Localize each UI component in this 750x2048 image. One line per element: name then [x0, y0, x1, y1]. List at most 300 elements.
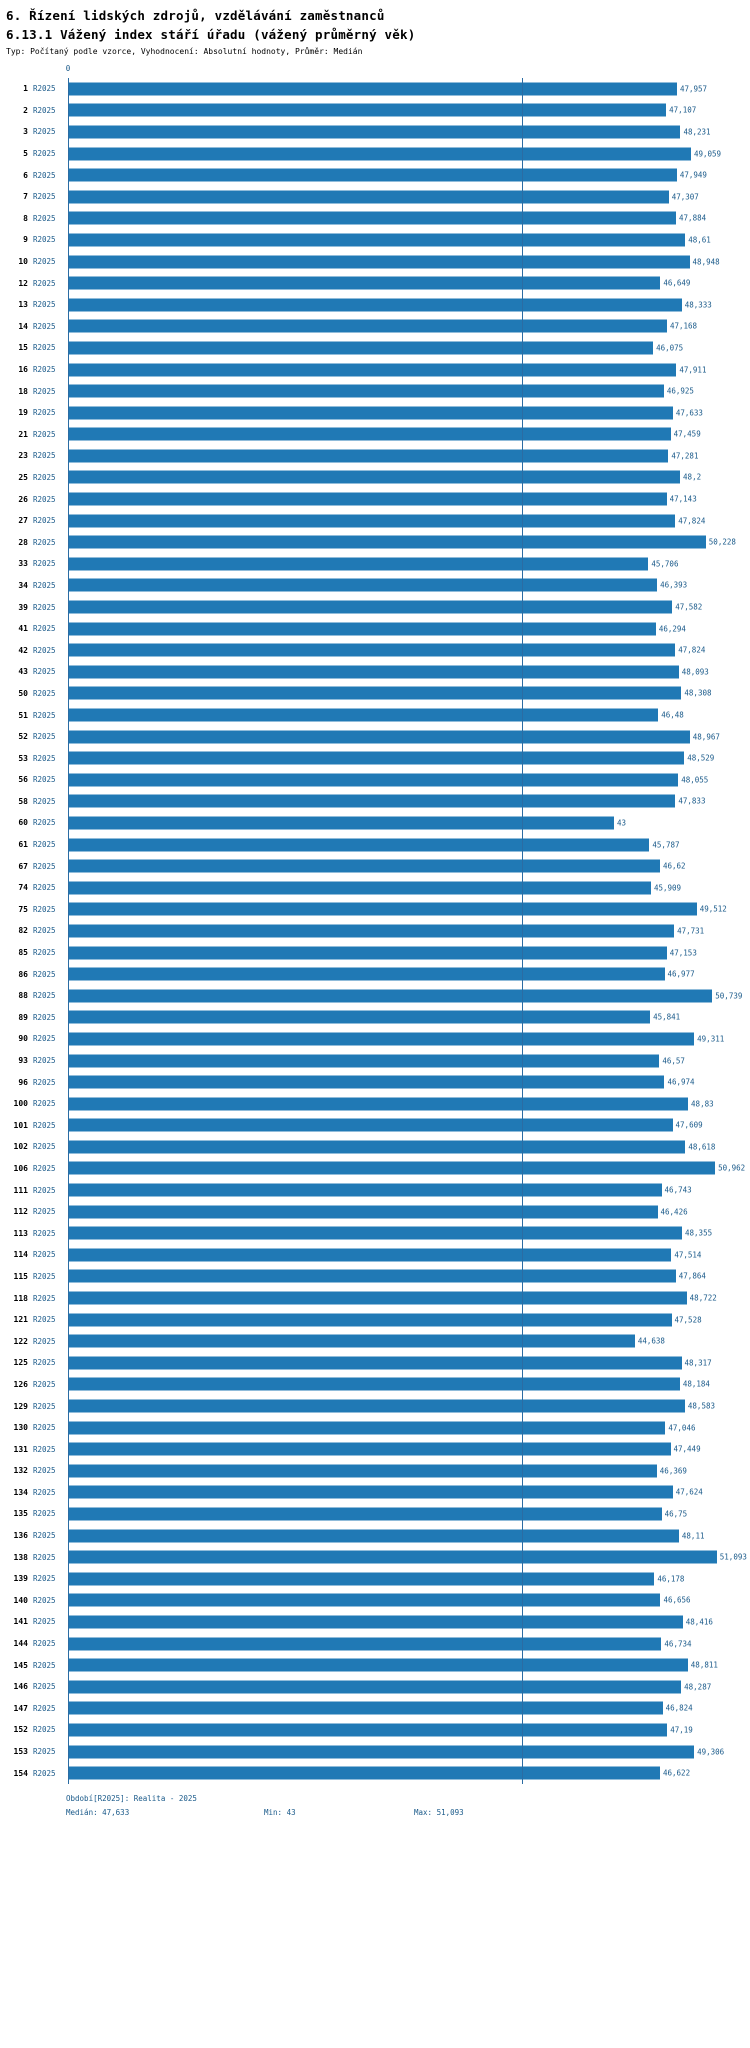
bar-track [68, 1071, 740, 1093]
bar[interactable] [68, 1270, 676, 1283]
bar-track [68, 1568, 740, 1590]
table-row[interactable] [6, 1374, 740, 1396]
bar[interactable] [68, 1767, 660, 1780]
row-index-label: 13 [18, 300, 28, 310]
bar-value-label: 47,864 [678, 1271, 706, 1281]
bar-track [68, 143, 740, 165]
bar[interactable] [68, 1507, 662, 1520]
bar[interactable] [68, 1594, 660, 1607]
chart-footer [4, 1794, 740, 1828]
table-row[interactable] [6, 704, 740, 726]
bar[interactable] [68, 773, 678, 786]
row-index-label: 85 [18, 948, 28, 958]
table-row[interactable] [6, 1093, 740, 1115]
bar-track [68, 575, 740, 597]
row-period-label: R2025 [33, 1012, 56, 1022]
table-row[interactable] [6, 618, 740, 640]
table-row[interactable] [6, 1071, 740, 1093]
bar-value-label: 47,281 [671, 451, 699, 461]
table-row[interactable] [6, 1611, 740, 1633]
bar-value-label: 48,416 [685, 1617, 713, 1627]
bar[interactable] [68, 125, 680, 138]
table-row[interactable] [6, 726, 740, 748]
table-row[interactable] [6, 1158, 746, 1180]
table-row[interactable] [6, 985, 743, 1007]
bar[interactable] [68, 212, 676, 225]
row-index-label: 26 [18, 494, 28, 504]
bar-track [68, 1438, 740, 1460]
table-row[interactable] [6, 1136, 740, 1158]
bar[interactable] [68, 730, 690, 743]
bar-value-label: 47,143 [669, 494, 697, 504]
row-index-label: 118 [13, 1293, 28, 1303]
table-row[interactable] [6, 1568, 740, 1590]
row-index-label: 43 [18, 667, 28, 677]
bar[interactable] [68, 1292, 687, 1305]
row-period-label: R2025 [33, 1509, 56, 1519]
bar[interactable] [68, 752, 684, 765]
bar[interactable] [68, 709, 658, 722]
bar[interactable] [68, 816, 614, 829]
bar[interactable] [68, 1248, 671, 1261]
table-row[interactable] [6, 208, 740, 230]
table-row[interactable] [6, 359, 740, 381]
table-row[interactable] [6, 1546, 747, 1568]
bar-track [68, 424, 740, 446]
table-row[interactable] [6, 1676, 740, 1698]
bar-track [68, 1525, 740, 1547]
table-row[interactable] [6, 1762, 740, 1784]
bar[interactable] [68, 1400, 685, 1413]
table-row[interactable] [6, 1741, 740, 1763]
bar-value-label: 49,311 [697, 1034, 725, 1044]
row-index-label: 15 [18, 343, 28, 353]
bar[interactable] [68, 968, 665, 981]
row-index-label: 7 [23, 192, 28, 202]
row-period-label: R2025 [33, 1358, 56, 1368]
table-row[interactable] [6, 467, 740, 489]
bar-value-label: 47,582 [675, 602, 703, 612]
row-index-label: 147 [13, 1703, 28, 1713]
row-period-label: R2025 [33, 1531, 56, 1541]
bar[interactable] [68, 1680, 681, 1693]
bar[interactable] [68, 1615, 683, 1628]
row-index-label: 21 [18, 429, 28, 439]
table-row[interactable] [6, 229, 740, 251]
bar[interactable] [68, 860, 660, 873]
bar-track [68, 1374, 740, 1396]
bar[interactable] [68, 82, 677, 95]
table-row[interactable] [6, 1179, 740, 1201]
row-index-label: 96 [18, 1077, 28, 1087]
bar[interactable] [68, 1443, 671, 1456]
row-index-label: 122 [13, 1336, 28, 1346]
row-index-label: 125 [13, 1358, 28, 1368]
bar[interactable] [68, 1140, 685, 1153]
table-row[interactable] [6, 402, 740, 424]
table-row[interactable] [6, 143, 740, 165]
bar[interactable] [68, 1702, 663, 1715]
row-index-label: 134 [13, 1487, 28, 1497]
bar-track [68, 380, 740, 402]
table-row[interactable] [6, 553, 740, 575]
bar-value-label: 48,055 [681, 775, 709, 785]
table-row[interactable] [6, 445, 740, 467]
bar-track [68, 1007, 740, 1029]
bar-value-label: 49,059 [693, 149, 722, 159]
row-index-label: 138 [13, 1552, 28, 1562]
row-index-label: 146 [13, 1682, 28, 1692]
bar[interactable] [68, 881, 651, 894]
bar[interactable] [68, 622, 656, 635]
bar-track [68, 1654, 740, 1676]
row-period-label: R2025 [33, 1639, 56, 1649]
row-period-label: R2025 [33, 1725, 56, 1735]
table-row[interactable] [6, 1201, 740, 1223]
bar-value-label: 47,153 [669, 948, 697, 958]
table-row[interactable] [6, 1633, 740, 1655]
table-row[interactable] [6, 1330, 740, 1352]
bar[interactable] [68, 1184, 662, 1197]
row-index-label: 121 [13, 1315, 28, 1325]
table-row[interactable] [6, 1417, 740, 1439]
bar-track [68, 78, 740, 100]
row-index-label: 34 [18, 580, 28, 590]
bar-track [68, 229, 740, 251]
bar[interactable] [68, 298, 682, 311]
table-row[interactable] [6, 855, 740, 877]
row-period-label: R2025 [33, 1120, 56, 1130]
bar[interactable] [68, 903, 697, 916]
bar-value-label: 48,184 [682, 1379, 710, 1389]
bar-track [68, 618, 740, 640]
row-period-label: R2025 [33, 1099, 56, 1109]
bar[interactable] [68, 1572, 654, 1585]
row-period-label: R2025 [33, 1142, 56, 1152]
bar-track [68, 272, 740, 294]
table-row[interactable] [6, 834, 740, 856]
bar[interactable] [68, 1745, 694, 1758]
bar-track [68, 899, 740, 921]
bar-track [68, 1460, 740, 1482]
table-row[interactable] [6, 251, 740, 273]
bar-value-label: 48,231 [683, 127, 711, 137]
bar[interactable] [68, 1335, 635, 1348]
table-row[interactable] [6, 963, 740, 985]
table-row[interactable] [6, 899, 740, 921]
row-index-label: 19 [18, 408, 28, 418]
row-index-label: 102 [13, 1142, 28, 1152]
row-period-label: R2025 [33, 926, 56, 936]
row-period-label: R2025 [33, 667, 56, 677]
bar[interactable] [68, 255, 690, 268]
row-index-label: 67 [18, 861, 28, 871]
bar[interactable] [68, 1054, 659, 1067]
bar-track [68, 1719, 740, 1741]
row-index-label: 132 [13, 1466, 28, 1476]
bar-value-label: 46,075 [656, 343, 684, 353]
row-index-label: 1 [23, 84, 28, 94]
bar[interactable] [68, 406, 673, 419]
bar[interactable] [68, 557, 648, 570]
bar-track [68, 1676, 740, 1698]
row-index-label: 16 [18, 365, 28, 375]
bar[interactable] [68, 1119, 673, 1132]
row-period-label: R2025 [33, 408, 56, 418]
row-index-label: 51 [18, 710, 28, 720]
table-row[interactable] [6, 769, 740, 791]
row-period-label: R2025 [33, 235, 56, 245]
bar[interactable] [68, 1032, 694, 1045]
bar[interactable] [68, 838, 649, 851]
bar-value-label: 47,824 [678, 645, 706, 655]
bar[interactable] [68, 449, 668, 462]
row-period-label: R2025 [33, 149, 56, 159]
bar[interactable] [68, 471, 680, 484]
table-row[interactable] [6, 639, 740, 661]
bar-track [68, 769, 740, 791]
row-period-label: R2025 [33, 1444, 56, 1454]
row-period-label: R2025 [33, 1379, 56, 1389]
bar[interactable] [68, 277, 660, 290]
bar-value-label: 48,317 [684, 1358, 712, 1368]
bar-track [68, 1611, 740, 1633]
bar-track [68, 100, 740, 122]
table-row[interactable] [6, 1115, 740, 1137]
table-row[interactable] [6, 1654, 740, 1676]
table-row[interactable] [6, 1698, 740, 1720]
bar[interactable] [68, 924, 674, 937]
bar-track [68, 855, 740, 877]
row-period-label: R2025 [33, 818, 56, 828]
table-row[interactable] [6, 1352, 740, 1374]
bar[interactable] [68, 1076, 664, 1089]
bar-value-label: 47,514 [674, 1250, 702, 1260]
row-index-label: 8 [23, 213, 28, 223]
bar[interactable] [68, 1486, 673, 1499]
row-period-label: R2025 [33, 516, 56, 526]
bar-value-label: 48,11 [681, 1531, 705, 1541]
footer-period: Období[R2025]: Realita - 2025 [66, 1793, 197, 1803]
bar-track [68, 1136, 740, 1158]
row-index-label: 25 [18, 472, 28, 482]
bar-track [68, 402, 740, 424]
row-index-label: 114 [13, 1250, 28, 1260]
row-period-label: R2025 [33, 1747, 56, 1757]
table-row[interactable] [6, 812, 740, 834]
row-index-label: 14 [18, 321, 28, 331]
table-row[interactable] [6, 1719, 740, 1741]
bar-value-label: 48,722 [689, 1293, 717, 1303]
bar-value-label: 49,306 [697, 1747, 725, 1757]
table-row[interactable] [6, 1482, 740, 1504]
row-index-label: 75 [18, 904, 28, 914]
bar-value-label: 46,62 [662, 861, 686, 871]
bar[interactable] [68, 233, 685, 246]
bar[interactable] [68, 946, 667, 959]
table-row[interactable] [6, 1007, 740, 1029]
row-period-label: R2025 [33, 1660, 56, 1670]
table-row[interactable] [6, 1266, 740, 1288]
bar-value-label: 46,974 [667, 1077, 695, 1087]
bar[interactable] [68, 601, 672, 614]
bar-track [68, 1201, 740, 1223]
bar[interactable] [68, 1659, 688, 1672]
bar[interactable] [68, 190, 669, 203]
row-index-label: 6 [23, 170, 28, 180]
table-row[interactable] [6, 186, 740, 208]
row-index-label: 144 [13, 1639, 28, 1649]
row-index-label: 88 [18, 991, 28, 1001]
row-period-label: R2025 [33, 602, 56, 612]
table-row[interactable] [6, 164, 740, 186]
table-row[interactable] [6, 1050, 740, 1072]
row-period-label: R2025 [33, 753, 56, 763]
table-row[interactable] [6, 683, 740, 705]
bar[interactable] [68, 1551, 717, 1564]
bar[interactable] [68, 493, 667, 506]
table-row[interactable] [6, 78, 740, 100]
bar[interactable] [68, 644, 675, 657]
table-row[interactable] [6, 791, 740, 813]
table-row[interactable] [6, 1028, 740, 1050]
bar[interactable] [68, 1378, 680, 1391]
bar-value-label: 47,633 [675, 408, 703, 418]
table-row[interactable] [6, 100, 740, 122]
bar-track [68, 1028, 740, 1050]
bar[interactable] [68, 989, 712, 1002]
table-row[interactable] [6, 488, 740, 510]
table-row[interactable] [6, 661, 740, 683]
bar-value-label: 51,093 [719, 1552, 747, 1562]
bar-track [68, 553, 740, 575]
row-period-label: R2025 [33, 559, 56, 569]
bar-value-label: 45,706 [651, 559, 679, 569]
row-period-label: R2025 [33, 645, 56, 655]
bar[interactable] [68, 363, 676, 376]
table-row[interactable] [6, 877, 740, 899]
table-row[interactable] [6, 1438, 740, 1460]
row-period-label: R2025 [33, 429, 56, 439]
table-row[interactable] [6, 1503, 740, 1525]
table-row[interactable] [6, 316, 740, 338]
page-title: 6. Řízení lidských zdrojů, vzdělávání zaměstnanců [6, 8, 385, 23]
table-row[interactable] [6, 1309, 740, 1331]
bar[interactable] [68, 536, 706, 549]
row-period-label: R2025 [33, 861, 56, 871]
bar-value-label: 47,957 [679, 84, 708, 94]
row-period-label: R2025 [33, 1056, 56, 1066]
table-row[interactable] [6, 1287, 740, 1309]
bar-value-label: 47,911 [679, 365, 707, 375]
bar-value-label: 46,48 [661, 710, 684, 720]
bar[interactable] [68, 1464, 657, 1477]
row-index-label: 33 [18, 559, 28, 569]
bar[interactable] [68, 1097, 688, 1110]
bar-track [68, 834, 740, 856]
row-period-label: R2025 [33, 84, 56, 94]
bar[interactable] [68, 1723, 667, 1736]
bar-value-label: 46,824 [665, 1703, 693, 1713]
bar-value-label: 46,426 [660, 1207, 688, 1217]
table-row[interactable] [6, 575, 740, 597]
bar-value-label: 46,75 [664, 1509, 688, 1519]
table-row[interactable] [6, 1244, 740, 1266]
bar[interactable] [68, 147, 691, 160]
table-row[interactable] [6, 747, 740, 769]
bar-track [68, 1395, 740, 1417]
bar[interactable] [68, 1529, 679, 1542]
bar[interactable] [68, 795, 675, 808]
row-period-label: R2025 [33, 127, 56, 137]
bar[interactable] [68, 514, 675, 527]
bar[interactable] [68, 320, 667, 333]
bar[interactable] [68, 579, 657, 592]
axis-line-zero [68, 78, 69, 1784]
row-index-label: 27 [18, 516, 28, 526]
bar-value-label: 45,909 [653, 883, 682, 893]
table-row[interactable] [6, 1395, 740, 1417]
bar[interactable] [68, 169, 677, 182]
row-index-label: 130 [13, 1423, 28, 1433]
row-period-label: R2025 [33, 1703, 56, 1713]
bar[interactable] [68, 687, 681, 700]
bar[interactable] [68, 385, 664, 398]
bar[interactable] [68, 1227, 682, 1240]
row-period-label: R2025 [33, 1423, 56, 1433]
bar-value-label: 48,2 [683, 472, 702, 482]
table-row[interactable] [6, 272, 740, 294]
table-row[interactable] [6, 920, 740, 942]
table-row[interactable] [6, 294, 740, 316]
table-row[interactable] [6, 337, 740, 359]
bar[interactable] [68, 104, 666, 117]
bar-track [68, 747, 740, 769]
table-row[interactable] [6, 121, 740, 143]
bar-rows [6, 78, 747, 1784]
table-row[interactable] [6, 1460, 740, 1482]
bar[interactable] [68, 1313, 672, 1326]
row-period-label: R2025 [33, 213, 56, 223]
table-row[interactable] [6, 424, 740, 446]
bar[interactable] [68, 341, 653, 354]
table-row[interactable] [6, 1525, 740, 1547]
bar-value-label: 48,83 [691, 1099, 714, 1109]
bar[interactable] [68, 1205, 658, 1218]
table-row[interactable] [6, 1222, 740, 1244]
bar-track [68, 488, 740, 510]
row-index-label: 89 [18, 1012, 28, 1022]
row-index-label: 28 [18, 537, 28, 547]
table-row[interactable] [6, 510, 740, 532]
bar[interactable] [68, 1011, 650, 1024]
bar[interactable] [68, 1356, 682, 1369]
table-row[interactable] [6, 531, 740, 553]
table-row[interactable] [6, 380, 740, 402]
row-index-label: 101 [13, 1120, 28, 1130]
table-row[interactable] [6, 596, 740, 618]
bar[interactable] [68, 1637, 661, 1650]
row-index-label: 90 [18, 1034, 28, 1044]
bar-track [68, 920, 740, 942]
bar[interactable] [68, 1162, 715, 1175]
bar[interactable] [68, 1421, 665, 1434]
bar[interactable] [68, 665, 679, 678]
bar-value-label: 47,609 [675, 1120, 703, 1130]
bar[interactable] [68, 428, 671, 441]
table-row[interactable] [6, 942, 740, 964]
table-row[interactable] [6, 1590, 740, 1612]
